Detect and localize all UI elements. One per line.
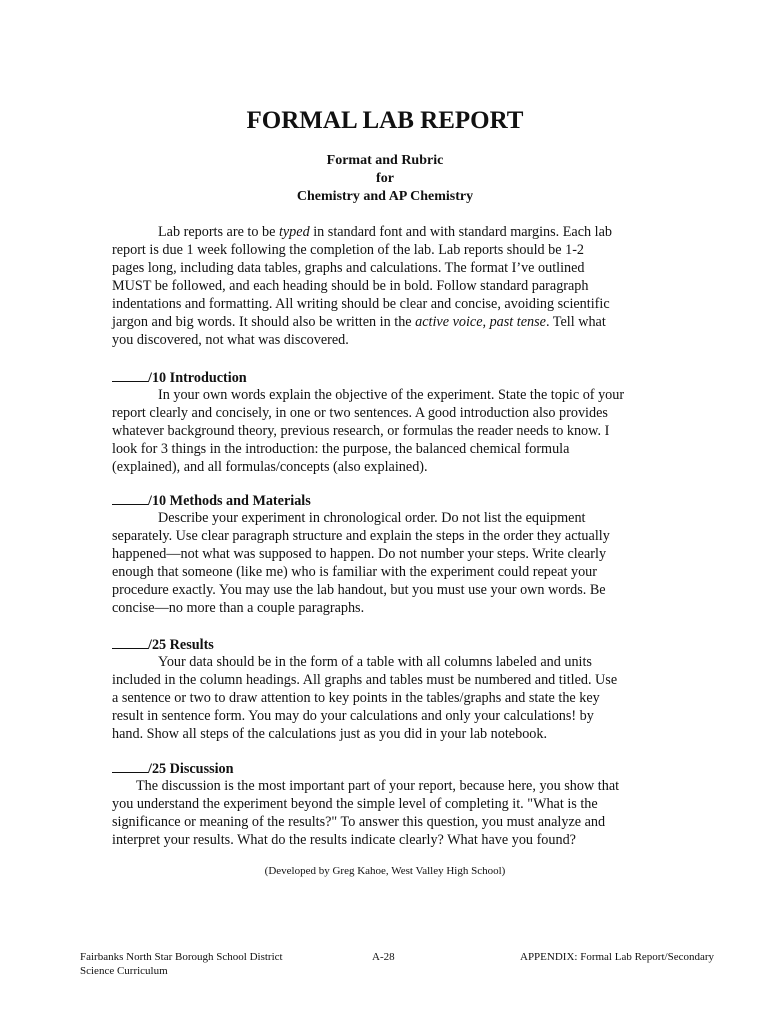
subtitle-line-1: Format and Rubric <box>326 153 444 168</box>
intro-text: Lab reports are to be <box>158 224 279 240</box>
section-line: result in sentence form. You may do your calculations and only your calculations! by <box>112 708 594 724</box>
section-line: Describe your experiment in chronological order. Do not list the equipment <box>158 510 586 526</box>
section-line: significance or meaning of the results?" To answer this question, you must analyze and <box>112 814 606 830</box>
section-heading <box>112 635 672 653</box>
section-line: (explained), and all formulas/concepts (also explained). <box>112 459 428 475</box>
score-blank[interactable] <box>112 368 148 382</box>
section-results <box>112 635 672 743</box>
section-line: a sentence or two to draw attention to key points in the tables/graphs and state the key <box>112 690 600 706</box>
intro-emphasis: typed <box>278 224 310 240</box>
section-introduction <box>112 368 672 476</box>
footer-appendix: APPENDIX: Formal Lab Report/Secondary <box>520 951 714 963</box>
credit-line: (Developed by Greg Kahoe, West Valley High School) <box>264 865 506 877</box>
score-blank[interactable] <box>112 759 148 773</box>
intro-line-4: MUST be followed, and each heading should be in bold. Follow standard paragraph <box>112 278 589 294</box>
section-heading-label: /25 Discussion <box>148 761 234 777</box>
score-blank[interactable] <box>112 635 148 649</box>
intro-text: . Tell what <box>545 314 606 330</box>
footer-curriculum: Science Curriculum <box>80 965 168 977</box>
section-line: separately. Use clear paragraph structure and explain the steps in the order they actually <box>112 528 610 544</box>
intro-line-3: pages long, including data tables, graphs and calculations. The format I’ve outlined <box>112 260 585 276</box>
footer-district: Fairbanks North Star Borough School District <box>80 951 283 963</box>
intro-line-1 <box>112 223 660 241</box>
intro-line-6 <box>112 313 660 331</box>
intro-paragraph <box>112 223 660 349</box>
subtitle <box>0 152 770 206</box>
intro-line-5: indentations and formatting. All writing should be clear and concise, avoiding scientific <box>112 296 610 312</box>
section-line: you understand the experiment beyond the simple level of completing it. "What is the <box>112 796 598 812</box>
section-line: interpret your results. What do the results indicate clearly? What have you found? <box>112 832 576 848</box>
footer-left <box>80 950 283 978</box>
section-line: whatever background theory, previous research, or formulas the reader needs to know. I <box>112 423 610 439</box>
intro-emphasis: active voice, past tense <box>415 314 546 330</box>
intro-line-2: report is due 1 week following the completion of the lab. Lab reports should be 1-2 <box>112 242 585 258</box>
section-line: enough that someone (like me) who is familiar with the experiment could repeat your <box>112 564 597 580</box>
section-line: In your own words explain the objective of the experiment. State the topic of your <box>158 387 625 403</box>
subtitle-line-3: Chemistry and AP Chemistry <box>296 189 474 204</box>
section-line: concise—no more than a couple paragraphs. <box>112 600 365 616</box>
section-heading-label: /10 Introduction <box>148 370 247 386</box>
section-heading-label: /10 Methods and Materials <box>148 493 311 509</box>
section-methods <box>112 491 672 617</box>
section-line: procedure exactly. You may use the lab handout, but you must use your own words. Be <box>112 582 606 598</box>
section-discussion <box>112 759 672 849</box>
section-line: The discussion is the most important part of your report, because here, you show that <box>136 778 620 794</box>
section-heading <box>112 759 672 777</box>
page-title: FORMAL LAB REPORT <box>246 107 524 134</box>
score-blank[interactable] <box>112 491 148 505</box>
intro-line-7: you discovered, not what was discovered. <box>112 332 349 348</box>
intro-text: in standard font and with standard margins. Each lab <box>309 224 613 240</box>
section-heading <box>112 491 672 509</box>
section-line: happened—not what was supposed to happen. Do not number your steps. Write clearly <box>112 546 607 562</box>
section-line: hand. Show all steps of the calculations just as you did in your lab notebook. <box>112 726 548 742</box>
section-heading-label: /25 Results <box>148 637 214 653</box>
subtitle-line-2: for <box>376 171 394 186</box>
section-line: included in the column headings. All graphs and tables must be numbered and titled. Use <box>112 672 618 688</box>
section-line: report clearly and concisely, in one or two sentences. A good introduction also provides <box>112 405 608 421</box>
section-line: look for 3 things in the introduction: the purpose, the balanced chemical formula <box>112 441 570 457</box>
section-line: Your data should be in the form of a table with all columns labeled and units <box>158 654 592 670</box>
footer-page-number: A-28 <box>372 951 395 963</box>
intro-text: jargon and big words. It should also be written in the <box>112 314 416 330</box>
section-heading <box>112 368 672 386</box>
